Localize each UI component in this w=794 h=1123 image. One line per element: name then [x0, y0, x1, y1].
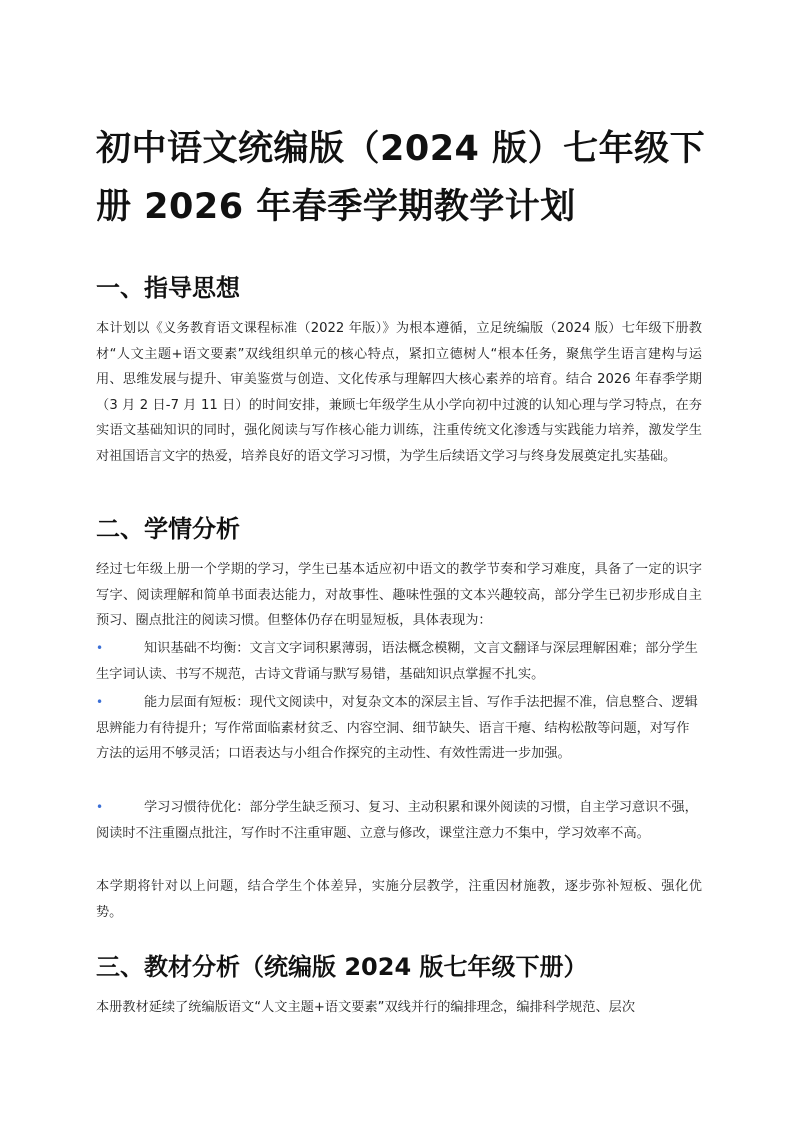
list-item [96, 690, 702, 767]
list-item-text: 知识基础不均衡：文言文字词积累薄弱，语法概念模糊，文言文翻译与深层理解困难；部分学生生字词认读、书写不规范，古诗文背诵与默写易错，基础知识点掌握不扎实。 [96, 641, 698, 682]
bullet-icon: • [96, 800, 104, 814]
section-heading-student-analysis: 二、学情分析 [96, 515, 240, 543]
section-heading-guiding-ideology: 一、指导思想 [96, 274, 240, 302]
section-paragraph: 本计划以《义务教育语文课程标准（2022 年版）》为根本遵循，立足统编版（2024 版）七年级下册教材“人文主题+语文要素”双线组织单元的核心特点，紧扣立德树人“根本任务，聚焦学生语言建构与运用、思维发展与提升、审美鉴赏与创造、文化传承与理解四大核心素养的培育。结合 2026 年春季学期（3 月 2 日-7 月 11 日）的时间安排，兼顾七年级学生从小学向初中过渡的认知心理与学习特点，在夯实语文基础知识的同时，强化阅读与写作核心能力训练，注重传统文化渗透与实践能力培养，激发学生对祖国语言文字的热爱，培养良好的语文学习习惯，为学生后续语文学习与终身发展奠定扎实基础。 [96, 321, 702, 464]
document-title: 初中语文统编版（2024 版）七年级下册 2026 年春季学期教学计划 [96, 129, 706, 227]
bullet-icon: • [96, 695, 104, 709]
section-heading-textbook-analysis: 三、教材分析（统编版 2024 版七年级下册） [96, 953, 588, 981]
list-item-text: 能力层面有短板：现代文阅读中，对复杂文本的深层主旨、写作手法把握不准，信息整合、逻辑思辨能力有待提升；写作常面临素材贫乏、内容空洞、细节缺失、语言干瘪、结构松散等问题，对写作方法的运用不够灵活；口语表达与小组合作探究的主动性、有效性需进一步加强。 [96, 695, 698, 761]
section-paragraph: 本学期将针对以上问题，结合学生个体差异，实施分层教学，注重因材施教，逐步弥补短板、强化优势。 [96, 879, 702, 920]
bullet-icon: • [96, 641, 104, 655]
list-item [96, 636, 702, 687]
list-item-text: 学习习惯待优化：部分学生缺乏预习、复习、主动积累和课外阅读的习惯，自主学习意识不强，阅读时不注重圈点批注，写作时不注重审题、立意与修改，课堂注意力不集中，学习效率不高。 [96, 800, 698, 841]
list-item [96, 795, 702, 846]
section-paragraph: 经过七年级上册一个学期的学习，学生已基本适应初中语文的教学节奏和学习难度，具备了一定的识字写字、阅读理解和简单书面表达能力，对故事性、趣味性强的文本兴趣较高，部分学生已初步形成自主预习、圈点批注的阅读习惯。但整体仍存在明显短板，具体表现为： [96, 562, 702, 628]
section-paragraph: 本册教材延续了统编版语文“人文主题+语文要素”双线并行的编排理念，编排科学规范、层次 [96, 1000, 636, 1015]
